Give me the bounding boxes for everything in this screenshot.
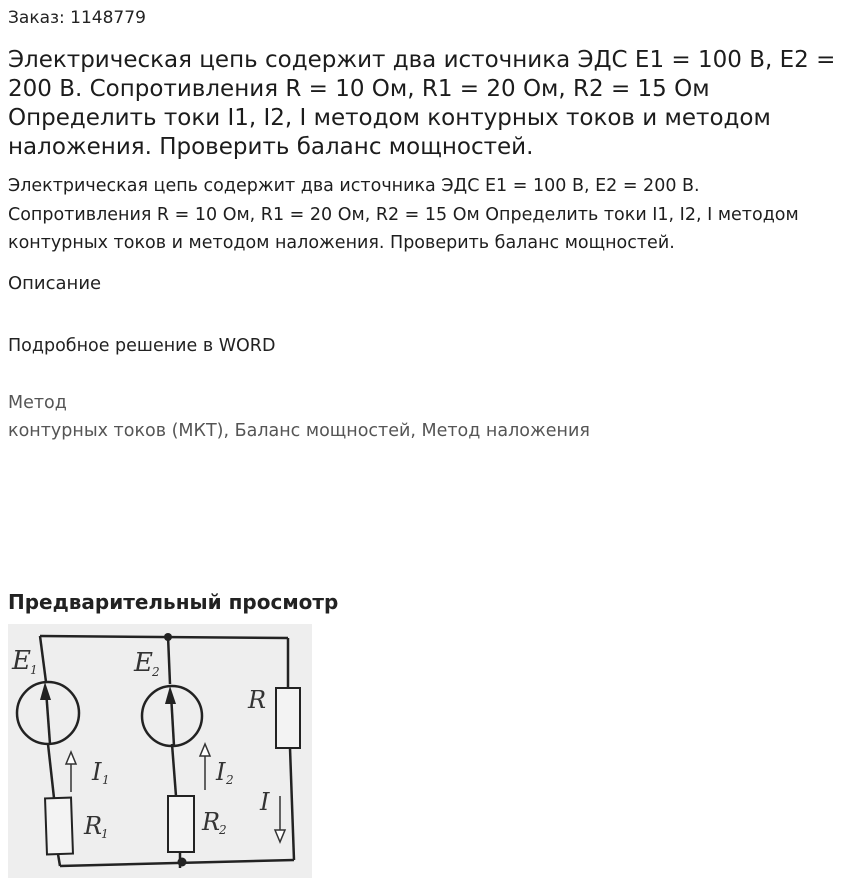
preview-heading: Предварительный просмотр (8, 590, 339, 614)
method-line-2: контурных токов (МКТ), Баланс мощностей, Метод наложения (8, 421, 590, 441)
label-e2: E (134, 648, 153, 678)
junction-top (164, 633, 172, 641)
label-r2: R (202, 808, 221, 836)
label-i2: I (216, 758, 226, 786)
label-i1: I (92, 758, 102, 786)
description-text: Электрическая цепь содержит два источника ЭДС E1 = 100 В, E2 = 200 В. Сопротивления R = 10 Ом, R1 = 20 Ом, R2 = 15 Ом Определить токи I1, I2, I методом контурных токов и методом наложения. Проверить баланс мощностей. (8, 176, 799, 253)
resistor-r2 (168, 796, 194, 852)
label-e2-sub: 2 (152, 665, 160, 679)
resistor-r1 (45, 798, 73, 855)
label-e1-sub: 1 (30, 663, 38, 677)
resistor-r (276, 688, 300, 748)
page-title: Электрическая цепь содержит два источника ЭДС E1 = 100 В, E2 = 200 В. Сопротивления R = 10 Ом, R1 = 20 Ом, R2 = 15 Ом Определить токи I1, I2, I методом контурных токов и методом наложения. Проверить баланс мощностей. (8, 47, 836, 160)
circuit-diagram (8, 624, 312, 878)
label-r2-sub: 2 (219, 823, 227, 837)
label-i: I (260, 788, 270, 816)
label-r1-sub: 1 (101, 827, 109, 841)
order-number: Заказ: 1148779 (8, 8, 146, 28)
label-e1: E (12, 646, 31, 676)
label-r1: R (84, 812, 103, 840)
label-r: R (248, 686, 267, 714)
label-i1-sub: 1 (102, 773, 110, 787)
word-solution-note: Подробное решение в WORD (8, 336, 276, 356)
label-i2-sub: 2 (226, 773, 234, 787)
junction-bottom (178, 858, 187, 867)
circuit-preview-image (8, 624, 312, 878)
description-heading: Описание (8, 273, 102, 294)
method-line-1: Метод (8, 393, 67, 413)
